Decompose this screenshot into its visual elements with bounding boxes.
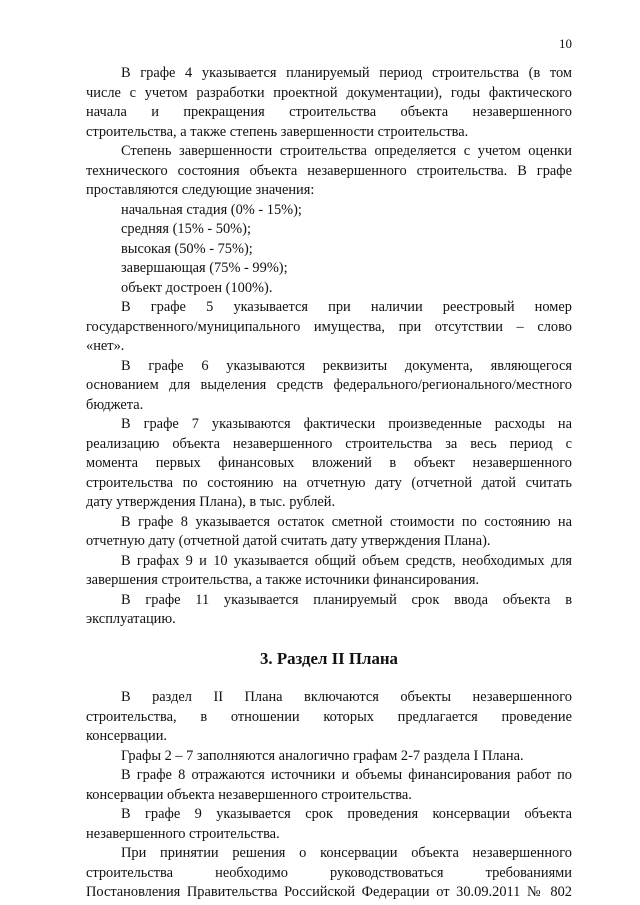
paragraph-graph-6 [86, 357, 572, 416]
paragraph-graph-11 [86, 591, 572, 630]
text-line: Степень завершенности строительства определяется с учетом оценки [121, 143, 572, 159]
text-line: В графах 9 и 10 указывается общий объем средств, необходимых для [121, 552, 572, 569]
text-line: Постановления Правительства Российской Федерации от 30.09.2011 № 802 [86, 884, 572, 900]
text-line: завершения строительства, а также источники финансирования. [86, 572, 480, 588]
text-line: государственного/муниципального имущества, при отсутствии – слово [86, 318, 572, 335]
paragraph-graph-4 [86, 64, 572, 142]
completion-stage-list [86, 201, 572, 299]
text-line: реализацию объекта незавершенного строительства за весь период с [86, 435, 572, 452]
text-line: В графе 4 указывается планируемый период строительства (в том [121, 65, 572, 81]
text-line: незавершенного строительства. [86, 825, 280, 842]
text-line: эксплуатацию. [86, 611, 176, 627]
text-line: строительства, в отношении которых предлагается проведение [86, 708, 572, 725]
text-line: В графе 11 указывается планируемый срок ввода объекта в [121, 591, 572, 608]
text-line: Графы 2 – 7 заполняются аналогично графам 2-7 раздела I Плана. [121, 747, 524, 764]
text-line: В графе 5 указывается при наличии реестровый номер [121, 299, 572, 315]
page-number: 10 [559, 36, 572, 51]
text-line: начала и прекращения строительства объекта незавершенного [86, 104, 572, 120]
text-line: консервации. [86, 728, 167, 744]
text-line: числе с учетом разработки проектной документации), годы фактического [86, 84, 572, 101]
paragraph-conservation-decision [86, 844, 572, 903]
text-line: В графе 8 указывается остаток сметной стоимости по состоянию на [121, 513, 572, 530]
paragraph-section-2-graph-9 [86, 805, 572, 844]
text-line: При принятии решения о консервации объекта незавершенного [121, 845, 572, 861]
text-line: «нет». [86, 338, 125, 354]
text-line: дату утверждения Плана), в тыс. рублей. [86, 494, 336, 510]
paragraph-graphs-2-7 [86, 747, 572, 767]
paragraph-section-2-graph-8 [86, 766, 572, 805]
list-item: средняя (15% - 50%); [121, 221, 251, 237]
paragraph-graph-9-10 [86, 552, 572, 591]
text-line: В раздел II Плана включаются объекты незавершенного [121, 689, 572, 705]
text-line: В графе 9 указывается срок проведения консервации объекта [121, 806, 572, 822]
list-item: высокая (50% - 75%); [121, 240, 253, 257]
text-line: момента первых финансовых вложений в объект незавершенного [86, 455, 572, 471]
document-body [86, 64, 572, 903]
paragraph-graph-5 [86, 298, 572, 357]
text-line: строительства по состоянию на отчетную дату (отчетной датой считать [86, 474, 572, 491]
list-item: объект достроен (100%). [121, 279, 273, 296]
list-item: завершающая (75% - 99%); [121, 260, 288, 276]
list-item: начальная стадия (0% - 15%); [121, 201, 302, 218]
text-line: строительства необходимо руководствоваться требованиями [86, 864, 572, 881]
text-line: бюджета. [86, 396, 144, 413]
text-line: отчетную дату (отчетной датой считать дату утверждения Плана). [86, 533, 491, 549]
section-heading: 3. Раздел II Плана [260, 648, 398, 668]
text-line: консервации объекта незавершенного строительства. [86, 786, 412, 803]
text-line: В графе 6 указываются реквизиты документа, являющегося [121, 357, 572, 374]
paragraph-section-2-intro [86, 688, 572, 747]
text-line: проставляются следующие значения: [86, 182, 315, 198]
text-line: В графе 8 отражаются источники и объемы финансирования работ по [121, 767, 572, 783]
text-line: основанием для выделения средств федерального/регионального/местного [86, 377, 572, 393]
paragraph-graph-8 [86, 513, 572, 552]
text-line: В графе 7 указываются фактически произведенные расходы на [121, 416, 572, 432]
text-line: строительства, а также степень завершенности строительства. [86, 123, 469, 140]
paragraph-completion-degree [86, 142, 572, 201]
text-line: технического состояния объекта незавершенного строительства. В графе [86, 162, 572, 179]
paragraph-graph-7 [86, 415, 572, 513]
